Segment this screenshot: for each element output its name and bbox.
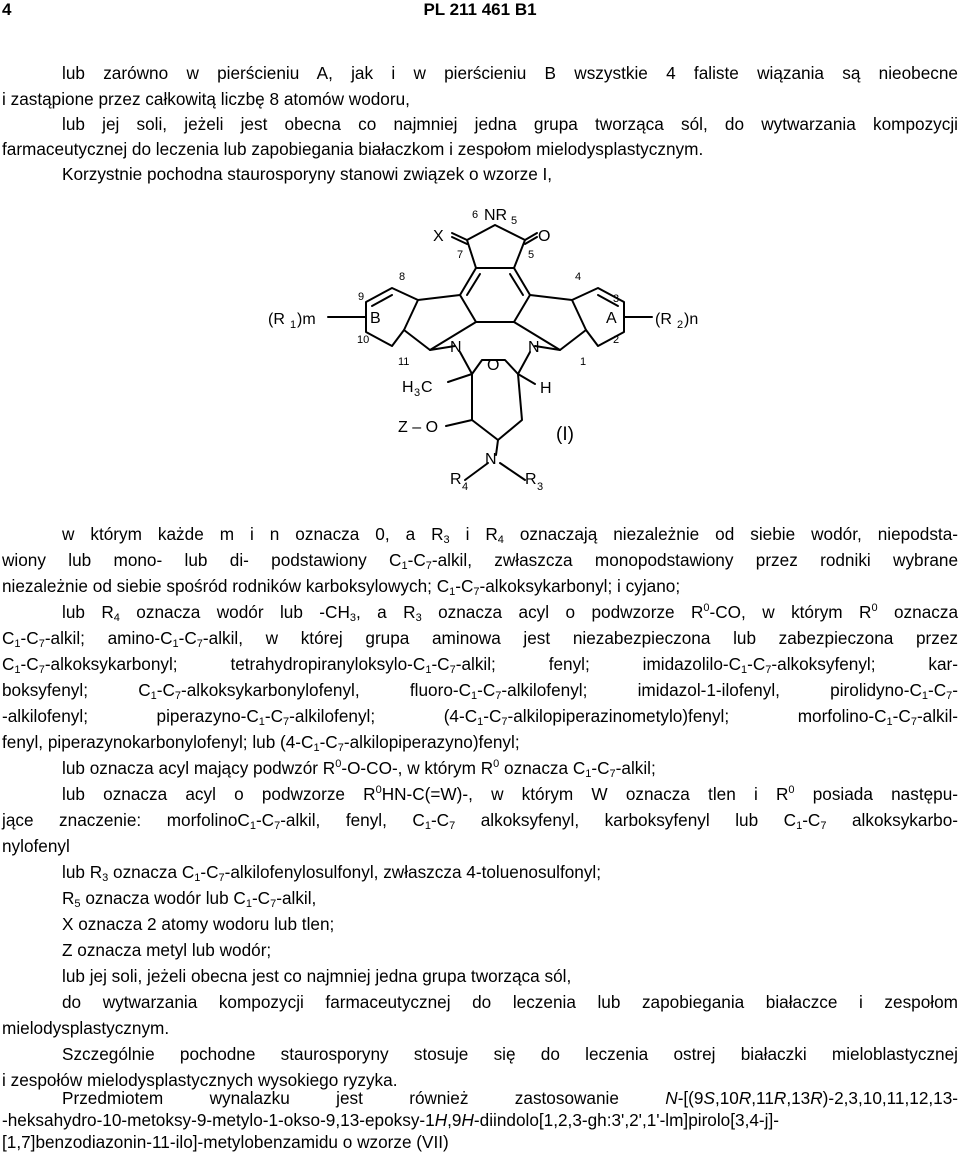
formula-atom: N xyxy=(528,339,540,356)
formula-atom: H xyxy=(402,379,414,396)
text-line: w którym każde m i n oznacza 0, a $R_3$ i $R_4$ oznaczają niezależnie od siebie wodór, niepodsta- xyxy=(62,524,958,546)
formula-position: 5 xyxy=(528,249,535,261)
text-line: nylofenyl xyxy=(2,836,70,856)
formula-atom: H xyxy=(540,380,552,397)
text-line: X oznacza 2 atomy wodoru lub tlen; xyxy=(62,914,335,934)
formula-label: (I) xyxy=(556,424,574,445)
text-line: -alkilofenyl; piperazyno-$C_1-C_7$-alkilofenyl; $(4-C_1-C_7-alkilopiperazinometylo)fenyl$; morfolino-$C_1-C_7-alkil-$ xyxy=(2,706,958,728)
formula-position: 6 xyxy=(472,209,479,221)
formula-atom: NR xyxy=(484,207,508,224)
formula-position: 8 xyxy=(399,271,406,283)
text-line: lub jej soli, jeżeli obecna jest co najmniej jedna grupa tworząca sól, xyxy=(62,966,572,986)
formula-position: 2 xyxy=(613,334,620,346)
text-line: lub oznacza acyl o podwzorze $R^0HN-C(=W)-$, w którym W oznacza tlen i $R^0$ posiada następu- xyxy=(62,784,958,804)
page-number: 4 xyxy=(2,0,12,19)
patent-id: PL 211 461 B1 xyxy=(423,0,537,19)
structural-formula xyxy=(0,195,960,505)
text-line: Korzystnie pochodna staurosporyny stanowi związek o wzorze I, xyxy=(62,164,553,184)
text-line: -heksahydro-10-metoksy-9-metylo-1-okso-9,13-epoksy-1H,9H-diindolo[1,2,3-gh:3',2',1'-lm]pirolo[3,4-j]- xyxy=(2,1110,779,1130)
formula-subscript: 4 xyxy=(462,481,469,493)
formula-substituent: (R xyxy=(268,311,285,328)
text-line: Przedmiotem wynalazku jest również zastosowanie N-[(9S,10R,11R,13R)-2,3,10,11,12,13- xyxy=(62,1088,958,1108)
formula-subscript: 3 xyxy=(414,387,421,399)
formula-position: 10 xyxy=(357,334,370,346)
text-line: i zespołów mielodysplastycznych wysokiego ryzyka. xyxy=(2,1070,398,1090)
formula-subscript: 1 xyxy=(290,319,297,331)
formula-position: 1 xyxy=(580,356,587,368)
text-line: $C_1-C_7$-alkoksykarbonyl; tetrahydropiranyloksylo-$C_1-C_7$-alkil; fenyl; imidazolilo-$C_1-C_7$-alkoksyfenyl; kar- xyxy=(2,654,958,676)
formula-substituent: )m xyxy=(297,311,316,328)
formula-subscript: 2 xyxy=(677,319,684,331)
formula-position: 3 xyxy=(613,293,620,305)
formula-position: 7 xyxy=(457,249,464,261)
formula-atom: O xyxy=(487,357,500,374)
text-line: Szczególnie pochodne staurosporyny stosuje się do leczenia ostrej białaczki mieloblastycznej xyxy=(62,1044,958,1064)
text-line: lub $R_3$ oznacza $C_1-C_7$-alkilofenylosulfonyl, zwłaszcza 4-toluenosulfonyl; xyxy=(62,862,602,884)
text-line: fenyl, piperazynokarbonylofenyl; lub $(4-C_1-C_7-alkilopiperazyno)fenyl$; xyxy=(2,732,520,754)
text-line: wiony lub mono- lub di- podstawiony $C_1-C_7$-alkil, zwłaszcza monopodstawiony przez rodniki wybrane xyxy=(2,550,959,572)
text-line: jące znaczenie: $morfolinoC_1-C_7$-alkil, fenyl, $C_1-C_7$ alkoksyfenyl, karboksyfenyl lub $C_1-C_7$ alkoksykarbo- xyxy=(2,810,959,832)
formula-atom: O xyxy=(538,228,551,245)
formula-ring-label: A xyxy=(606,310,617,327)
formula-substituent: R xyxy=(525,471,537,488)
formula-atom: N xyxy=(485,451,497,468)
formula-substituent: R xyxy=(450,471,462,488)
formula-position: 4 xyxy=(575,271,582,283)
text-line: farmaceutycznej do leczenia lub zapobiegania białaczkom i zespołom mielodysplastycznym. xyxy=(2,139,704,159)
text-line: Z oznacza metyl lub wodór; xyxy=(62,940,272,960)
text-line: lub $R_4$ oznacza wodór lub $-CH_3$, a $R_3$ oznacza acyl o podwzorze $R^0-CO$, w którym $R^0$ oznacza xyxy=(62,602,959,624)
formula-substituent: )n xyxy=(684,311,699,328)
text-line: $C_1-C_7$-alkil; amino-$C_1-C_7$-alkil, w której grupa aminowa jest niezabezpieczona lub zabezpieczona przez xyxy=(2,628,958,650)
formula-position: 9 xyxy=(358,291,365,303)
page-header xyxy=(0,0,960,24)
formula-position: 11 xyxy=(398,356,410,368)
text-line: mielodysplastycznym. xyxy=(2,1018,170,1038)
formula-ring-label: B xyxy=(370,310,381,327)
formula-subscript: 3 xyxy=(537,481,544,493)
text-line: lub zarówno w pierścieniu A, jak i w pierścieniu B wszystkie 4 faliste wiązania są nieobecne xyxy=(62,63,958,83)
text-line: [1,7]benzodiazonin-11-ilo]-metylobenzamidu o wzorze (VII) xyxy=(2,1132,449,1152)
text-line: lub oznacza acyl mający podwzór $R^0-O-CO-$, w którym $R^0$ oznacza $C_1-C_7$-alkil; xyxy=(62,758,656,780)
formula-atom: C xyxy=(421,379,433,396)
formula-substituent: (R xyxy=(655,311,672,328)
formula-atom: Z – O xyxy=(398,419,439,436)
text-line: i zastąpione przez całkowitą liczbę 8 atomów wodoru, xyxy=(2,89,410,109)
text-line: do wytwarzania kompozycji farmaceutycznej do leczenia lub zapobiegania białaczce i zespołom xyxy=(62,992,958,1012)
formula-atom: X xyxy=(433,228,444,245)
formula-atom: N xyxy=(450,339,462,356)
text-line: niezależnie od siebie spośród rodników karboksylowych; $C_1-C_7$-alkoksykarbonyl; i cyjano; xyxy=(2,576,681,598)
formula-subscript: 5 xyxy=(511,215,518,227)
text-line: boksyfenyl; $C_1-C_7$-alkoksykarbonylofenyl, fluoro-$C_1-C_7$-alkilofenyl; imidazol-1-ilofenyl, pirolidyno-$C_1-C_7-$ xyxy=(2,680,958,702)
text-line: lub jej soli, jeżeli jest obecna co najmniej jedna grupa tworząca sól, do wytwarzania kompozycji xyxy=(62,114,958,134)
text-line: $R_5$ oznacza wodór lub $C_1-C_7$-alkil, xyxy=(62,888,317,910)
